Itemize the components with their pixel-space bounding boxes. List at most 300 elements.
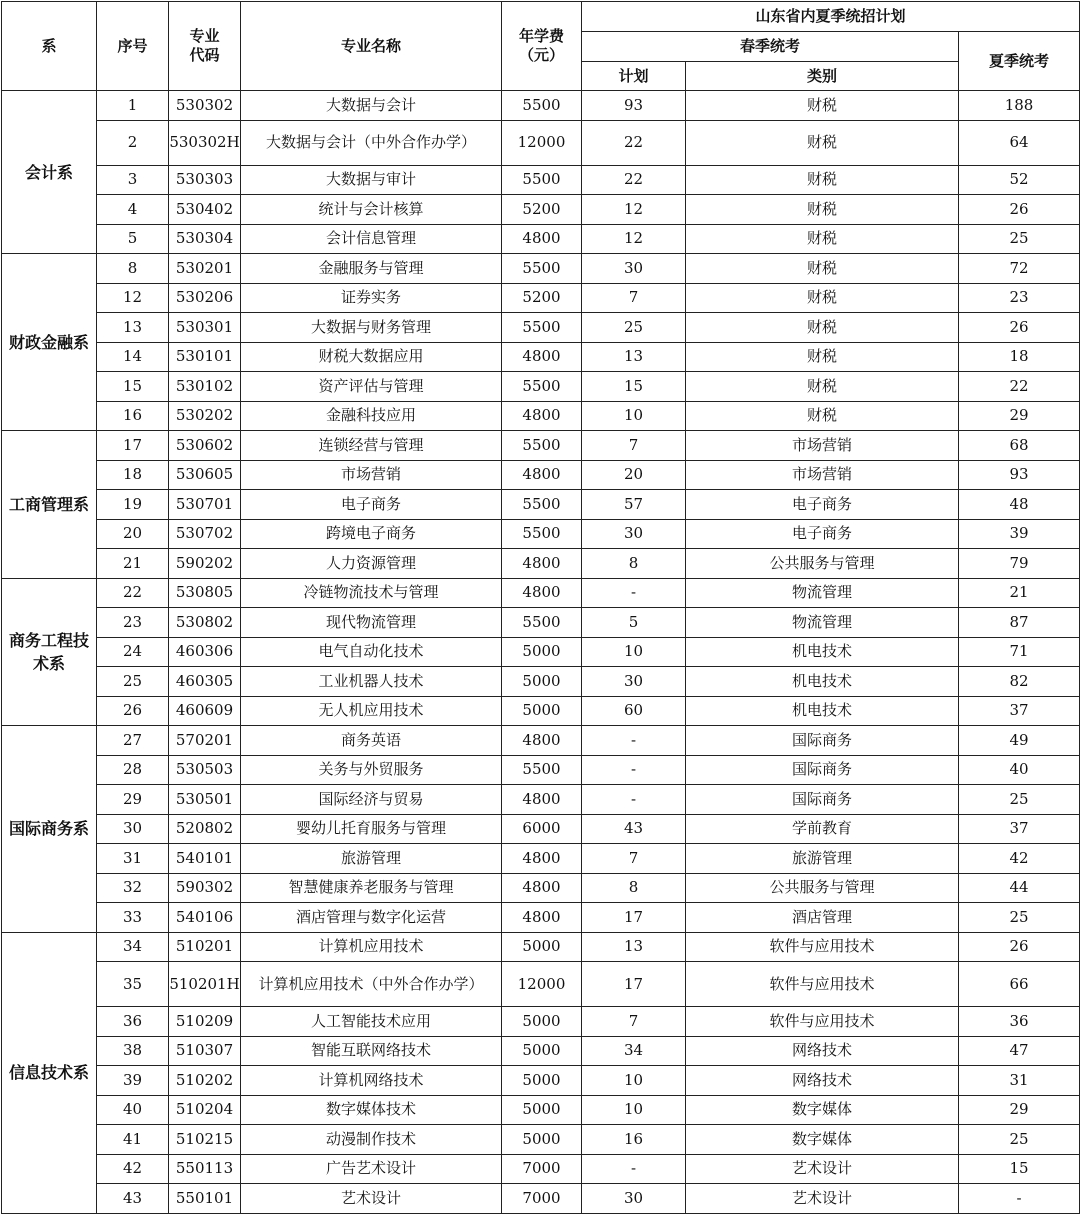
fee-cell: 5000: [502, 932, 582, 962]
table-row: [2, 1154, 1080, 1184]
seq-cell: 28: [97, 755, 169, 785]
seq-cell: 13: [97, 313, 169, 343]
spring-plan-cell: 13: [582, 342, 686, 372]
header-category: 类别: [686, 62, 959, 91]
fee-cell: 4800: [502, 401, 582, 431]
table-row: [2, 962, 1080, 1007]
seq-cell: 5: [97, 224, 169, 254]
seq-cell: 40: [97, 1095, 169, 1125]
spring-plan-cell: -: [582, 1154, 686, 1184]
spring-plan-cell: 10: [582, 1095, 686, 1125]
department-cell: 商务工程技术系: [2, 578, 97, 726]
category-cell: 网络技术: [686, 1066, 959, 1096]
category-cell: 财税: [686, 195, 959, 225]
code-cell: 530206: [169, 283, 241, 313]
major-name-cell: 连锁经营与管理: [241, 431, 502, 461]
table-row: [2, 1184, 1080, 1214]
major-name-cell: 工业机器人技术: [241, 667, 502, 697]
summer-plan-cell: 25: [959, 1125, 1080, 1155]
table-row: [2, 401, 1080, 431]
summer-plan-cell: 87: [959, 608, 1080, 638]
spring-plan-cell: 30: [582, 1184, 686, 1214]
major-name-cell: 大数据与会计: [241, 91, 502, 121]
major-name-cell: 现代物流管理: [241, 608, 502, 638]
major-name-cell: 人力资源管理: [241, 549, 502, 579]
spring-plan-cell: 30: [582, 667, 686, 697]
spring-plan-cell: 22: [582, 165, 686, 195]
major-name-cell: 财税大数据应用: [241, 342, 502, 372]
header-spring: 春季统考: [582, 32, 959, 62]
code-cell: 530402: [169, 195, 241, 225]
table-row: [2, 1125, 1080, 1155]
table-row: [2, 637, 1080, 667]
code-cell: 530201: [169, 254, 241, 284]
fee-cell: 12000: [502, 120, 582, 165]
major-name-cell: 统计与会计核算: [241, 195, 502, 225]
summer-plan-cell: 188: [959, 91, 1080, 121]
department-cell: 国际商务系: [2, 726, 97, 933]
seq-cell: 1: [97, 91, 169, 121]
major-name-cell: 智慧健康养老服务与管理: [241, 873, 502, 903]
table-row: [2, 1007, 1080, 1037]
spring-plan-cell: 7: [582, 431, 686, 461]
table-row: [2, 195, 1080, 225]
major-name-cell: 资产评估与管理: [241, 372, 502, 402]
fee-cell: 7000: [502, 1184, 582, 1214]
code-cell: 460306: [169, 637, 241, 667]
summer-plan-cell: 37: [959, 814, 1080, 844]
major-name-cell: 计算机应用技术: [241, 932, 502, 962]
category-cell: 艺术设计: [686, 1184, 959, 1214]
fee-cell: 5500: [502, 519, 582, 549]
summer-plan-cell: 40: [959, 755, 1080, 785]
fee-cell: 4800: [502, 726, 582, 756]
seq-cell: 3: [97, 165, 169, 195]
table-body: [2, 91, 1080, 1214]
table-row: [2, 165, 1080, 195]
category-cell: 机电技术: [686, 696, 959, 726]
category-cell: 学前教育: [686, 814, 959, 844]
major-name-cell: 数字媒体技术: [241, 1095, 502, 1125]
seq-cell: 24: [97, 637, 169, 667]
spring-plan-cell: -: [582, 755, 686, 785]
major-name-cell: 婴幼儿托育服务与管理: [241, 814, 502, 844]
summer-plan-cell: 21: [959, 578, 1080, 608]
summer-plan-cell: 15: [959, 1154, 1080, 1184]
table-row: [2, 120, 1080, 165]
summer-plan-cell: 26: [959, 195, 1080, 225]
table-row: [2, 224, 1080, 254]
fee-cell: 5500: [502, 313, 582, 343]
category-cell: 财税: [686, 165, 959, 195]
major-name-cell: 计算机应用技术（中外合作办学）: [241, 962, 502, 1007]
seq-cell: 14: [97, 342, 169, 372]
major-name-cell: 动漫制作技术: [241, 1125, 502, 1155]
table-row: [2, 519, 1080, 549]
spring-plan-cell: 25: [582, 313, 686, 343]
seq-cell: 43: [97, 1184, 169, 1214]
summer-plan-cell: 25: [959, 903, 1080, 933]
spring-plan-cell: 10: [582, 1066, 686, 1096]
summer-plan-cell: -: [959, 1184, 1080, 1214]
seq-cell: 32: [97, 873, 169, 903]
summer-plan-cell: 52: [959, 165, 1080, 195]
category-cell: 网络技术: [686, 1036, 959, 1066]
fee-cell: 5200: [502, 195, 582, 225]
header-group: 山东省内夏季统招计划: [582, 2, 1080, 32]
table-row: [2, 873, 1080, 903]
fee-cell: 4800: [502, 903, 582, 933]
major-name-cell: 艺术设计: [241, 1184, 502, 1214]
header-code-label: 专业代码: [189, 27, 220, 64]
header-plan: 计划: [582, 62, 686, 91]
table-row: [2, 755, 1080, 785]
code-cell: 510201: [169, 932, 241, 962]
table-row: [2, 342, 1080, 372]
category-cell: 财税: [686, 283, 959, 313]
code-cell: 530304: [169, 224, 241, 254]
major-name-cell: 金融科技应用: [241, 401, 502, 431]
code-cell: 530805: [169, 578, 241, 608]
code-cell: 460609: [169, 696, 241, 726]
spring-plan-cell: 17: [582, 962, 686, 1007]
spring-plan-cell: 30: [582, 254, 686, 284]
summer-plan-cell: 37: [959, 696, 1080, 726]
category-cell: 财税: [686, 254, 959, 284]
header-seq: 序号: [97, 2, 169, 91]
spring-plan-cell: 12: [582, 224, 686, 254]
seq-cell: 20: [97, 519, 169, 549]
spring-plan-cell: 30: [582, 519, 686, 549]
table-row: [2, 696, 1080, 726]
fee-cell: 4800: [502, 224, 582, 254]
summer-plan-cell: 26: [959, 313, 1080, 343]
category-cell: 软件与应用技术: [686, 1007, 959, 1037]
major-name-cell: 关务与外贸服务: [241, 755, 502, 785]
fee-cell: 5500: [502, 165, 582, 195]
category-cell: 电子商务: [686, 490, 959, 520]
major-name-cell: 广告艺术设计: [241, 1154, 502, 1184]
code-cell: 460305: [169, 667, 241, 697]
code-cell: 510307: [169, 1036, 241, 1066]
spring-plan-cell: 43: [582, 814, 686, 844]
fee-cell: 5000: [502, 667, 582, 697]
seq-cell: 39: [97, 1066, 169, 1096]
code-cell: 530503: [169, 755, 241, 785]
summer-plan-cell: 23: [959, 283, 1080, 313]
spring-plan-cell: -: [582, 578, 686, 608]
fee-cell: 4800: [502, 873, 582, 903]
summer-plan-cell: 29: [959, 401, 1080, 431]
seq-cell: 17: [97, 431, 169, 461]
fee-cell: 5500: [502, 608, 582, 638]
table-row: [2, 1036, 1080, 1066]
code-cell: 530101: [169, 342, 241, 372]
table-row: [2, 903, 1080, 933]
major-name-cell: 冷链物流技术与管理: [241, 578, 502, 608]
summer-plan-cell: 22: [959, 372, 1080, 402]
department-cell: 会计系: [2, 91, 97, 254]
spring-plan-cell: 15: [582, 372, 686, 402]
code-cell: 530202: [169, 401, 241, 431]
seq-cell: 42: [97, 1154, 169, 1184]
header-fee-label: 年学费（元）: [518, 27, 564, 64]
category-cell: 市场营销: [686, 431, 959, 461]
header-code: [169, 2, 241, 91]
table-row: [2, 814, 1080, 844]
summer-plan-cell: 66: [959, 962, 1080, 1007]
category-cell: 软件与应用技术: [686, 962, 959, 1007]
seq-cell: 27: [97, 726, 169, 756]
summer-plan-cell: 25: [959, 224, 1080, 254]
seq-cell: 21: [97, 549, 169, 579]
code-cell: 510209: [169, 1007, 241, 1037]
seq-cell: 22: [97, 578, 169, 608]
seq-cell: 23: [97, 608, 169, 638]
seq-cell: 8: [97, 254, 169, 284]
category-cell: 财税: [686, 401, 959, 431]
fee-cell: 5000: [502, 1095, 582, 1125]
category-cell: 国际商务: [686, 726, 959, 756]
table-row: [2, 313, 1080, 343]
summer-plan-cell: 48: [959, 490, 1080, 520]
major-name-cell: 电子商务: [241, 490, 502, 520]
spring-plan-cell: 22: [582, 120, 686, 165]
fee-cell: 4800: [502, 460, 582, 490]
major-name-cell: 大数据与会计（中外合作办学）: [241, 120, 502, 165]
summer-plan-cell: 82: [959, 667, 1080, 697]
major-name-cell: 证券实务: [241, 283, 502, 313]
seq-cell: 29: [97, 785, 169, 815]
seq-cell: 30: [97, 814, 169, 844]
seq-cell: 35: [97, 962, 169, 1007]
fee-cell: 5500: [502, 755, 582, 785]
category-cell: 财税: [686, 342, 959, 372]
summer-plan-cell: 44: [959, 873, 1080, 903]
spring-plan-cell: 8: [582, 549, 686, 579]
code-cell: 530602: [169, 431, 241, 461]
fee-cell: 4800: [502, 549, 582, 579]
seq-cell: 2: [97, 120, 169, 165]
major-name-cell: 旅游管理: [241, 844, 502, 874]
fee-cell: 4800: [502, 578, 582, 608]
spring-plan-cell: 13: [582, 932, 686, 962]
major-name-cell: 电气自动化技术: [241, 637, 502, 667]
code-cell: 510215: [169, 1125, 241, 1155]
seq-cell: 25: [97, 667, 169, 697]
major-name-cell: 商务英语: [241, 726, 502, 756]
spring-plan-cell: 60: [582, 696, 686, 726]
spring-plan-cell: 57: [582, 490, 686, 520]
major-name-cell: 无人机应用技术: [241, 696, 502, 726]
category-cell: 机电技术: [686, 637, 959, 667]
table-row: [2, 431, 1080, 461]
major-name-cell: 金融服务与管理: [241, 254, 502, 284]
department-cell: 工商管理系: [2, 431, 97, 579]
seq-cell: 36: [97, 1007, 169, 1037]
code-cell: 530701: [169, 490, 241, 520]
category-cell: 数字媒体: [686, 1125, 959, 1155]
major-name-cell: 计算机网络技术: [241, 1066, 502, 1096]
category-cell: 数字媒体: [686, 1095, 959, 1125]
summer-plan-cell: 42: [959, 844, 1080, 874]
code-cell: 590302: [169, 873, 241, 903]
fee-cell: 5500: [502, 91, 582, 121]
code-cell: 530702: [169, 519, 241, 549]
code-cell: 590202: [169, 549, 241, 579]
summer-plan-cell: 26: [959, 932, 1080, 962]
table-row: [2, 844, 1080, 874]
summer-plan-cell: 68: [959, 431, 1080, 461]
category-cell: 财税: [686, 313, 959, 343]
table-row: [2, 283, 1080, 313]
major-name-cell: 大数据与财务管理: [241, 313, 502, 343]
code-cell: 530102: [169, 372, 241, 402]
summer-plan-cell: 47: [959, 1036, 1080, 1066]
department-cell: 信息技术系: [2, 932, 97, 1213]
spring-plan-cell: 20: [582, 460, 686, 490]
spring-plan-cell: -: [582, 726, 686, 756]
category-cell: 物流管理: [686, 608, 959, 638]
code-cell: 540106: [169, 903, 241, 933]
summer-plan-cell: 79: [959, 549, 1080, 579]
header-summer: 夏季统考: [959, 32, 1080, 91]
category-cell: 国际商务: [686, 785, 959, 815]
spring-plan-cell: 10: [582, 401, 686, 431]
category-cell: 艺术设计: [686, 1154, 959, 1184]
major-name-cell: 酒店管理与数字化运营: [241, 903, 502, 933]
table-row: [2, 254, 1080, 284]
spring-plan-cell: 16: [582, 1125, 686, 1155]
fee-cell: 5500: [502, 490, 582, 520]
summer-plan-cell: 71: [959, 637, 1080, 667]
fee-cell: 5000: [502, 1007, 582, 1037]
spring-plan-cell: 7: [582, 283, 686, 313]
table-row: [2, 460, 1080, 490]
summer-plan-cell: 39: [959, 519, 1080, 549]
fee-cell: 5000: [502, 1066, 582, 1096]
category-cell: 软件与应用技术: [686, 932, 959, 962]
category-cell: 公共服务与管理: [686, 873, 959, 903]
category-cell: 市场营销: [686, 460, 959, 490]
header-name: 专业名称: [241, 2, 502, 91]
code-cell: 530302H: [169, 120, 241, 165]
seq-cell: 19: [97, 490, 169, 520]
code-cell: 530605: [169, 460, 241, 490]
summer-plan-cell: 18: [959, 342, 1080, 372]
seq-cell: 34: [97, 932, 169, 962]
fee-cell: 7000: [502, 1154, 582, 1184]
seq-cell: 26: [97, 696, 169, 726]
table-row: [2, 932, 1080, 962]
table-row: [2, 91, 1080, 121]
fee-cell: 5200: [502, 283, 582, 313]
table-row: [2, 549, 1080, 579]
table-row: [2, 1095, 1080, 1125]
fee-cell: 4800: [502, 785, 582, 815]
summer-plan-cell: 31: [959, 1066, 1080, 1096]
seq-cell: 12: [97, 283, 169, 313]
category-cell: 电子商务: [686, 519, 959, 549]
table-row: [2, 726, 1080, 756]
code-cell: 530303: [169, 165, 241, 195]
fee-cell: 12000: [502, 962, 582, 1007]
spring-plan-cell: 93: [582, 91, 686, 121]
spring-plan-cell: 8: [582, 873, 686, 903]
code-cell: 510201H: [169, 962, 241, 1007]
category-cell: 财税: [686, 224, 959, 254]
table-row: [2, 490, 1080, 520]
code-cell: 530301: [169, 313, 241, 343]
code-cell: 550113: [169, 1154, 241, 1184]
fee-cell: 6000: [502, 814, 582, 844]
code-cell: 530802: [169, 608, 241, 638]
seq-cell: 33: [97, 903, 169, 933]
major-name-cell: 会计信息管理: [241, 224, 502, 254]
category-cell: 财税: [686, 120, 959, 165]
code-cell: 510202: [169, 1066, 241, 1096]
major-name-cell: 人工智能技术应用: [241, 1007, 502, 1037]
fee-cell: 5000: [502, 1036, 582, 1066]
major-name-cell: 国际经济与贸易: [241, 785, 502, 815]
category-cell: 财税: [686, 372, 959, 402]
table-row: [2, 1066, 1080, 1096]
spring-plan-cell: 5: [582, 608, 686, 638]
summer-plan-cell: 25: [959, 785, 1080, 815]
fee-cell: 4800: [502, 844, 582, 874]
spring-plan-cell: 17: [582, 903, 686, 933]
code-cell: 570201: [169, 726, 241, 756]
department-cell: 财政金融系: [2, 254, 97, 431]
summer-plan-cell: 72: [959, 254, 1080, 284]
fee-cell: 5000: [502, 637, 582, 667]
spring-plan-cell: 10: [582, 637, 686, 667]
category-cell: 财税: [686, 91, 959, 121]
spring-plan-cell: 7: [582, 844, 686, 874]
table-row: [2, 608, 1080, 638]
table-row: [2, 372, 1080, 402]
seq-cell: 41: [97, 1125, 169, 1155]
summer-plan-cell: 36: [959, 1007, 1080, 1037]
category-cell: 物流管理: [686, 578, 959, 608]
seq-cell: 18: [97, 460, 169, 490]
spring-plan-cell: -: [582, 785, 686, 815]
major-name-cell: 大数据与审计: [241, 165, 502, 195]
seq-cell: 16: [97, 401, 169, 431]
category-cell: 旅游管理: [686, 844, 959, 874]
code-cell: 520802: [169, 814, 241, 844]
seq-cell: 38: [97, 1036, 169, 1066]
seq-cell: 15: [97, 372, 169, 402]
major-name-cell: 智能互联网络技术: [241, 1036, 502, 1066]
spring-plan-cell: 7: [582, 1007, 686, 1037]
category-cell: 公共服务与管理: [686, 549, 959, 579]
fee-cell: 5000: [502, 696, 582, 726]
table-row: [2, 785, 1080, 815]
header-dept: 系: [2, 2, 97, 91]
code-cell: 530501: [169, 785, 241, 815]
seq-cell: 4: [97, 195, 169, 225]
table-row: [2, 578, 1080, 608]
spring-plan-cell: 12: [582, 195, 686, 225]
summer-plan-cell: 29: [959, 1095, 1080, 1125]
enrollment-plan-table: [1, 1, 1080, 1214]
summer-plan-cell: 93: [959, 460, 1080, 490]
category-cell: 机电技术: [686, 667, 959, 697]
fee-cell: 4800: [502, 342, 582, 372]
major-name-cell: 市场营销: [241, 460, 502, 490]
header-fee: [502, 2, 582, 91]
